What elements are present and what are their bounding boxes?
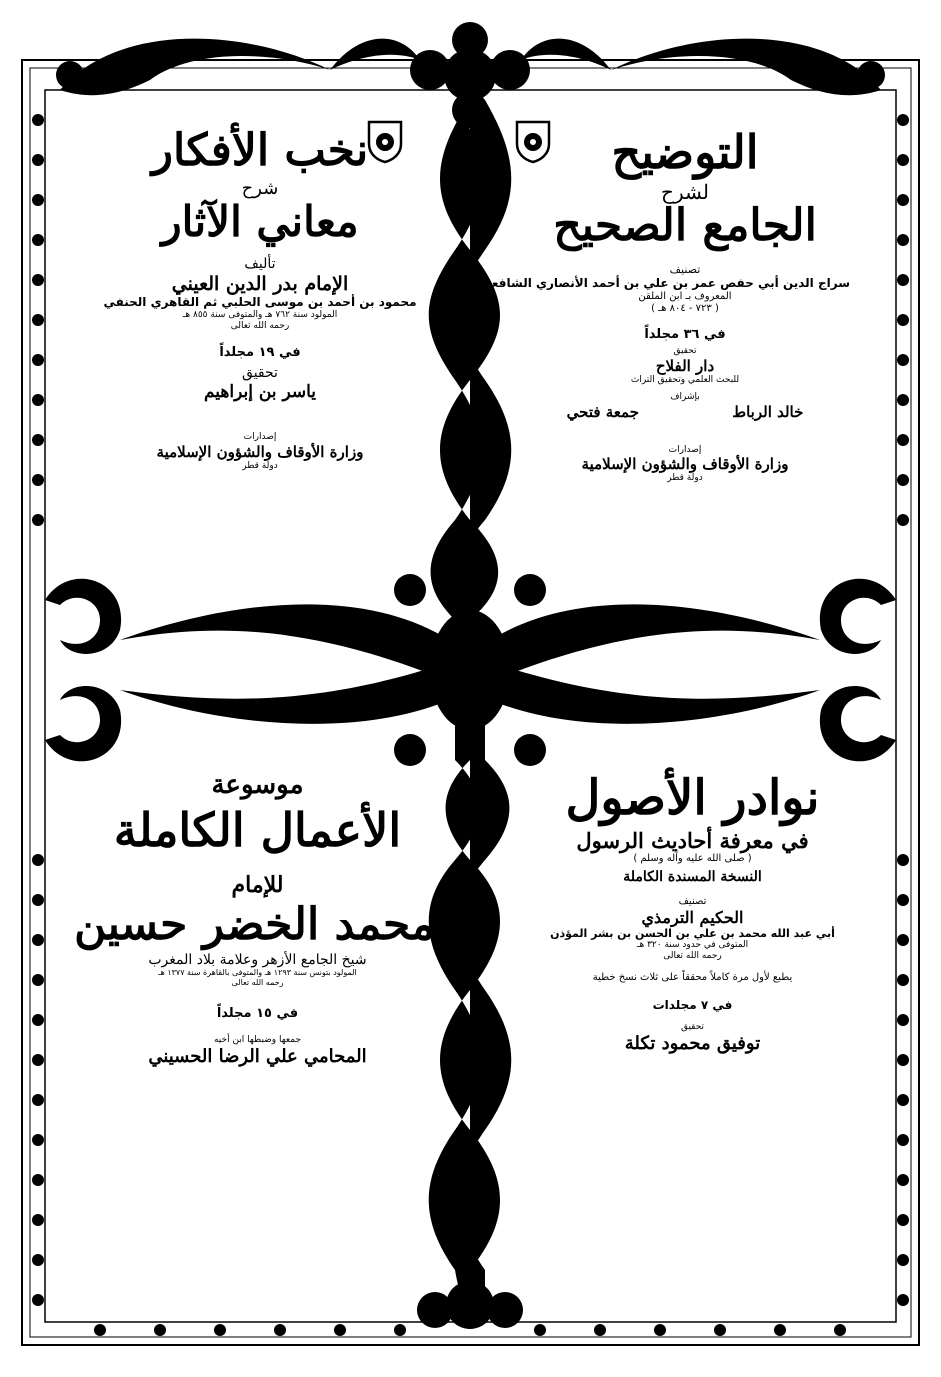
editor-subtitle: للبحث العلمي وتحقيق التراث xyxy=(630,374,740,385)
author-full-name: أبي عبد الله محمد بن علي بن الحسن بن بشر المؤذن xyxy=(550,926,835,940)
by-label: تصنيف xyxy=(678,895,707,907)
supervisor-name: خالد الرباط xyxy=(732,402,804,421)
author-known-as: المعروف بـ ابن الملقن xyxy=(638,290,732,302)
book-panel-nawadir xyxy=(515,770,870,1054)
editor-name: دار الفلاح xyxy=(655,356,715,375)
book-title: التوضيح xyxy=(611,125,759,179)
publisher-country: دولة قطر xyxy=(667,473,703,484)
book-subtitle: معاني الآثار xyxy=(161,197,359,247)
author-prayer: رحمه الله تعالى xyxy=(663,950,722,961)
edited-label: تحقيق xyxy=(673,346,697,357)
book-panel-aamal xyxy=(74,770,435,1068)
series-label: موسوعة xyxy=(211,770,304,800)
editor-name: ياسر بن إبراهيم xyxy=(203,381,316,402)
title-connector: شرح xyxy=(241,177,279,199)
author-title: الإمام بدر الدين العيني xyxy=(171,272,349,295)
author-title: الحكيم الترمذي xyxy=(641,907,744,927)
compiled-label: جمعها وضبطها ابن أخيه xyxy=(213,1035,302,1046)
editor-name: المحامي علي الرضا الحسيني xyxy=(148,1045,367,1067)
volume-count: في ٣٦ مجلداً xyxy=(644,326,726,342)
volume-count: في ١٩ مجلداً xyxy=(219,345,301,361)
author-name: محمد الخضر حسين xyxy=(74,898,435,950)
title-connector: لشرح xyxy=(661,180,709,205)
author-description: شيخ الجامع الأزهر وعلامة بلاد المغرب xyxy=(148,951,367,968)
for-label: للإمام xyxy=(231,872,284,899)
edited-label: تحقيق xyxy=(242,364,278,381)
author-dates: ( ٧٢٣ - ٨٠٤ هـ ) xyxy=(651,302,719,314)
publisher-name: وزارة الأوقاف والشؤون الإسلامية xyxy=(581,455,789,474)
supervisor-name: جمعة فتحي xyxy=(566,402,639,421)
book-title: الأعمال الكاملة xyxy=(113,803,402,858)
book-title: نخب الأفكار xyxy=(151,125,369,176)
editor-name: توفيق محمود تكلة xyxy=(624,1032,761,1054)
book-panel-nukhab xyxy=(95,125,425,472)
blessing-phrase: ( صلى الله عليه وآله وسلم ) xyxy=(633,852,752,864)
author-prayer: رحمه الله تعالى xyxy=(231,977,284,987)
supervision-label: بإشراف xyxy=(670,391,700,402)
by-label: تصنيف xyxy=(669,262,701,276)
author-name: سراج الدين أبي حفص عمر بن علي بن أحمد الأنصاري الشافعي xyxy=(479,276,850,291)
book-subtitle: في معرفة أحاديث الرسول xyxy=(576,827,809,853)
supervisors xyxy=(520,403,850,421)
publisher-label: إصدارات xyxy=(668,444,702,455)
volume-count: في ١٥ مجلداً xyxy=(216,1005,299,1021)
author-full-name: محمود بن أحمد بن موسى الحلبي ثم القاهري الحنفي xyxy=(103,295,417,310)
publisher-label: إصدارات xyxy=(243,432,277,443)
book-title: نوادر الأصول xyxy=(565,770,820,826)
book-panel-tawdih xyxy=(479,125,850,484)
book-subtitle: الجامع الصحيح xyxy=(553,200,817,252)
edition-label: النسخة المسندة الكاملة xyxy=(623,868,762,885)
author-dates: المولود سنة ٧٦٢ هـ والمتوفى سنة ٨٥٥ هـ xyxy=(182,309,338,320)
publisher-name: وزارة الأوقاف والشؤون الإسلامية xyxy=(156,442,364,461)
author-prayer: رحمه الله تعالى xyxy=(230,320,290,331)
volume-count: في ٧ مجلدات xyxy=(652,997,733,1012)
author-dates: المتوفى في حدود سنة ٣٢٠ هـ xyxy=(636,939,749,950)
publisher-country: دولة قطر xyxy=(242,460,278,471)
by-label: تأليف xyxy=(244,255,276,272)
edited-label: تحقيق xyxy=(680,1021,705,1032)
author-dates: المولود بتونس سنة ١٢٩٣ هـ والمتوفى بالقاهرة سنة ١٣٧٧ هـ xyxy=(158,968,357,978)
edition-note: يطبع لأول مرة كاملاً محققاً على ثلاث نسخ خطية xyxy=(592,971,793,983)
